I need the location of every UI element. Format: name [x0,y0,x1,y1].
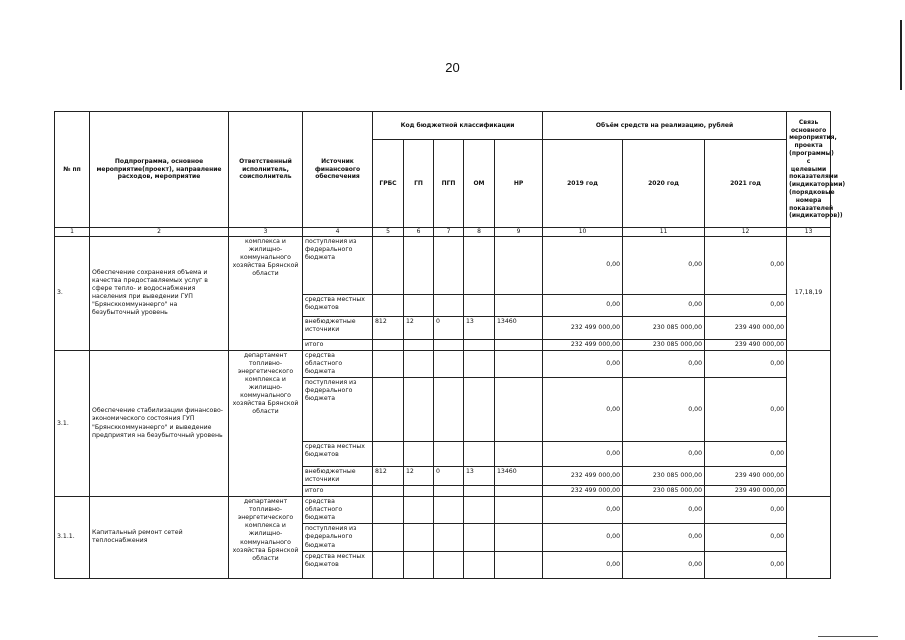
gp-code [404,497,434,524]
code-cell-empty [373,339,404,350]
header-code-group: Код бюджетной классификации [373,112,543,140]
program-title: Обеспечение сохранения объема и качества предоставляемых услуг в сфере тепло- и водоснабжения населения при выведении ГУП "Брянсккоммунэнерго" на безубыточный уровень [90,236,229,350]
header-2020: 2020 год [623,140,705,228]
table-body [55,228,831,579]
om-code [464,294,495,316]
gp-code: 12 [404,467,434,486]
code-cell-empty [434,486,464,497]
funding-source: средства областного бюджета [303,350,373,377]
col-number: 6 [404,228,434,237]
total-label: итого [303,486,373,497]
indicator-links: 17,18,19 [787,236,831,350]
code-cell-empty [464,339,495,350]
row-number: 3.1. [55,350,90,496]
om-code [464,524,495,551]
col-number: 10 [543,228,623,237]
np-code [495,524,543,551]
om-code [464,551,495,578]
gp-code [404,378,434,442]
gp-code [404,524,434,551]
pgp-code [434,350,464,377]
indicator-links [787,350,831,496]
pgp-code [434,551,464,578]
amount-2019: 0,00 [543,350,623,377]
amount-2020: 0,00 [623,350,705,377]
header-np: НР [495,140,543,228]
gp-code [404,350,434,377]
pgp-code [434,497,464,524]
header-source: Источник финансового обеспечения [303,112,373,228]
amount-2021: 0,00 [705,551,787,578]
pgp-code: 0 [434,467,464,486]
amount-2019: 0,00 [543,236,623,294]
header-2021: 2021 год [705,140,787,228]
amount-2019: 0,00 [543,551,623,578]
amount-2021: 0,00 [705,236,787,294]
total-2019: 232 499 000,00 [543,339,623,350]
om-code: 13 [464,467,495,486]
total-2021: 239 490 000,00 [705,486,787,497]
col-number: 3 [229,228,303,237]
page-number: 20 [445,60,460,75]
pgp-code [434,236,464,294]
om-code [464,350,495,377]
np-code [495,350,543,377]
code-cell-empty [404,486,434,497]
om-code [464,236,495,294]
grbs-code [373,350,404,377]
pgp-code [434,442,464,467]
header-om: ОМ [464,140,495,228]
row-number: 3. [55,236,90,350]
amount-2020: 0,00 [623,551,705,578]
amount-2019: 0,00 [543,524,623,551]
om-code [464,442,495,467]
om-code: 13 [464,316,495,339]
amount-2020: 230 085 000,00 [623,467,705,486]
col-number: 13 [787,228,831,237]
grbs-code: 812 [373,316,404,339]
header-executor: Ответственный исполнитель, соисполнитель [229,112,303,228]
amount-2021: 0,00 [705,524,787,551]
grbs-code [373,236,404,294]
total-2019: 232 499 000,00 [543,486,623,497]
amount-2019: 0,00 [543,294,623,316]
total-2021: 239 490 000,00 [705,339,787,350]
col-number: 8 [464,228,495,237]
grbs-code [373,294,404,316]
grbs-code [373,524,404,551]
grbs-code [373,497,404,524]
header-link: Связь основного мероприятия, проекта (программы) с целевыми показателями (индикаторами) (порядковые номера показателей (индикаторов)) [787,112,831,228]
grbs-code [373,551,404,578]
grbs-code: 812 [373,467,404,486]
program-title: Обеспечение стабилизации финансово-экономического состояния ГУП "Брянсккоммунэнерго" и выведение предприятия на безубыточный уровень [90,350,229,496]
col-number: 2 [90,228,229,237]
funding-source: внебюджетные источники [303,467,373,486]
col-number: 7 [434,228,464,237]
np-code: 13460 [495,467,543,486]
program-title: Капитальный ремонт сетей теплоснабжения [90,497,229,578]
funding-source: средства местных бюджетов [303,294,373,316]
amount-2021: 0,00 [705,378,787,442]
amount-2021: 239 490 000,00 [705,316,787,339]
col-number: 9 [495,228,543,237]
table-row [55,236,831,294]
total-label: итого [303,339,373,350]
code-cell-empty [404,339,434,350]
np-code [495,442,543,467]
column-number-row [55,228,831,237]
header-pgp: ПГП [434,140,464,228]
om-code [464,378,495,442]
header-num: № пп [55,112,90,228]
edge-rule [900,20,902,90]
np-code [495,294,543,316]
gp-code [404,294,434,316]
np-code [495,236,543,294]
col-number: 5 [373,228,404,237]
amount-2019: 0,00 [543,497,623,524]
np-code [495,497,543,524]
amount-2021: 239 490 000,00 [705,467,787,486]
total-2020: 230 085 000,00 [623,339,705,350]
header-2019: 2019 год [543,140,623,228]
header-program: Подпрограмма, основное мероприятие(проект), направление расходов, мероприятие [90,112,229,228]
amount-2019: 0,00 [543,378,623,442]
budget-table [54,111,846,579]
gp-code: 12 [404,316,434,339]
np-code [495,378,543,442]
pgp-code [434,378,464,442]
funding-source: средства областного бюджета [303,497,373,524]
funding-source: средства местных бюджетов [303,551,373,578]
amount-2019: 0,00 [543,442,623,467]
executor: департамент топливно-энергетического комплекса и жилищно-коммунального хозяйства Брянской области [229,497,303,578]
amount-2020: 0,00 [623,497,705,524]
col-number: 1 [55,228,90,237]
col-number: 4 [303,228,373,237]
amount-2020: 0,00 [623,378,705,442]
indicator-links [787,497,831,578]
amount-2021: 0,00 [705,350,787,377]
amount-2019: 232 499 000,00 [543,467,623,486]
table-row [55,350,831,377]
grbs-code [373,442,404,467]
code-cell-empty [434,339,464,350]
row-number: 3.1.1. [55,497,90,578]
total-2020: 230 085 000,00 [623,486,705,497]
funding-source: поступления из федерального бюджета [303,378,373,442]
pgp-code [434,294,464,316]
header-grbs: ГРБС [373,140,404,228]
grbs-code [373,378,404,442]
funding-source: средства местных бюджетов [303,442,373,467]
code-cell-empty [495,486,543,497]
gp-code [404,236,434,294]
amount-2020: 0,00 [623,442,705,467]
executor: комплекса и жилищно-коммунального хозяйства Брянской области [229,236,303,350]
pgp-code: 0 [434,316,464,339]
amount-2021: 0,00 [705,442,787,467]
amount-2020: 0,00 [623,294,705,316]
col-number: 12 [705,228,787,237]
bottom-rule [818,636,878,637]
executor: департамент топливно-энергетического комплекса и жилищно-коммунального хозяйства Брянской области [229,350,303,496]
amount-2020: 0,00 [623,524,705,551]
amount-2020: 230 085 000,00 [623,316,705,339]
code-cell-empty [373,486,404,497]
amount-2020: 0,00 [623,236,705,294]
header-gp: ГП [404,140,434,228]
gp-code [404,551,434,578]
amount-2019: 232 499 000,00 [543,316,623,339]
funding-source: внебюджетные источники [303,316,373,339]
code-cell-empty [464,486,495,497]
col-number: 11 [623,228,705,237]
np-code: 13460 [495,316,543,339]
gp-code [404,442,434,467]
np-code [495,551,543,578]
funding-source: поступления из федерального бюджета [303,236,373,294]
code-cell-empty [495,339,543,350]
funding-source: поступления из федерального бюджета [303,524,373,551]
amount-2021: 0,00 [705,294,787,316]
amount-2021: 0,00 [705,497,787,524]
pgp-code [434,524,464,551]
om-code [464,497,495,524]
header-volume-group: Объём средств на реализацию, рублей [543,112,787,140]
table-row [55,497,831,524]
